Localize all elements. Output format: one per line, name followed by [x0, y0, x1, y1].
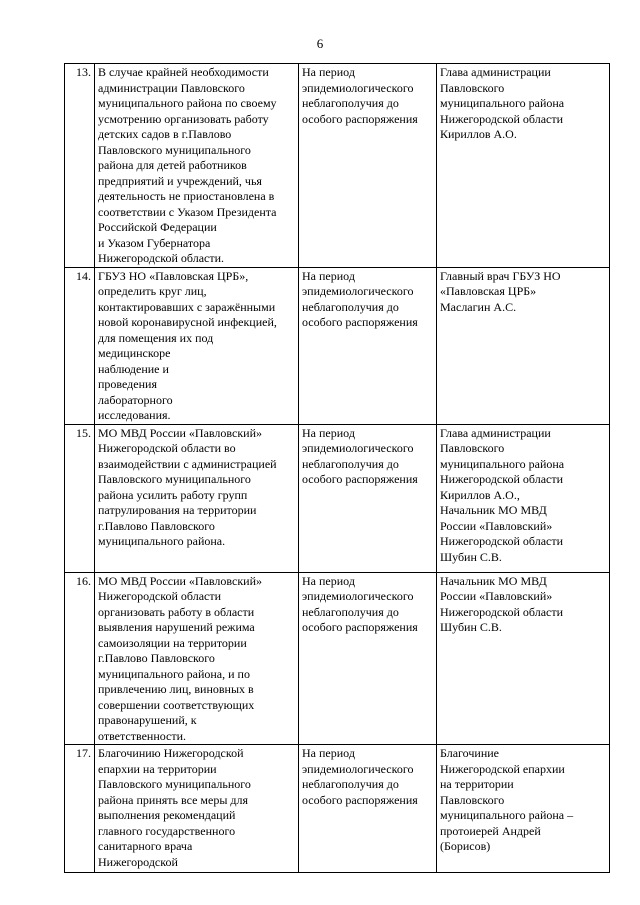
- responsible-cell-line: Павловского: [440, 792, 505, 807]
- responsible-cell: [437, 64, 610, 268]
- responsible-cell: [437, 745, 610, 873]
- period-cell-line: На период: [302, 573, 355, 588]
- table-row: [65, 572, 610, 745]
- period-cell-line: неблагополучия до: [302, 96, 399, 110]
- period-cell-line: эпидемиологического: [302, 80, 414, 95]
- task-cell-line: привлечению лиц, виновных в: [98, 682, 254, 696]
- task-cell-line: Нижегородской области во: [98, 441, 236, 455]
- row-number: 16.: [65, 572, 95, 745]
- task-cell-line: выполнения рекомендаций: [98, 808, 236, 822]
- task-cell-line: наблюдение и: [98, 361, 169, 376]
- task-cell-line: определить круг лиц,: [98, 284, 207, 298]
- task-cell-line: совершении соответствующих: [98, 697, 255, 712]
- task-cell-line: санитарного врача: [98, 839, 193, 853]
- period-cell-line: эпидемиологического: [302, 284, 414, 298]
- task-cell-line: правонарушений, к: [98, 713, 197, 727]
- task-cell-line: деятельность не приостановлена в: [98, 189, 275, 203]
- responsible-cell-line: Нижегородской области: [440, 534, 564, 548]
- period-cell: [299, 424, 437, 572]
- task-cell: [95, 572, 299, 745]
- responsible-cell: [437, 572, 610, 745]
- table-body: [65, 64, 610, 873]
- task-cell-line: района усилить работу групп: [98, 487, 248, 502]
- responsible-cell-line: Кириллов А.О.: [440, 127, 517, 141]
- responsible-cell-line: Шубин С.В.: [440, 620, 502, 634]
- task-cell-line: муниципального района, и по: [98, 666, 250, 681]
- period-cell-line: На период: [302, 268, 355, 283]
- period-cell: [299, 572, 437, 745]
- task-cell: [95, 64, 299, 268]
- page-number: 6: [316, 36, 324, 51]
- task-cell: [95, 424, 299, 572]
- period-cell-line: эпидемиологического: [302, 441, 414, 455]
- period-cell-line: особого распоряжения: [302, 111, 418, 126]
- responsible-cell-line: России «Павловский»: [440, 589, 553, 603]
- task-cell-line: ГБУЗ НО «Павловская ЦРБ»,: [98, 268, 249, 283]
- task-cell-line: г.Павлово Павловского: [98, 651, 215, 665]
- task-cell-line: главного государственного: [98, 823, 236, 838]
- period-cell-line: эпидемиологического: [302, 761, 414, 776]
- task-cell-line: Нижегородской: [98, 854, 178, 869]
- responsible-cell-line: Начальник МО МВД: [440, 503, 547, 517]
- period-cell-line: неблагополучия до: [302, 777, 399, 791]
- period-cell-line: особого распоряжения: [302, 620, 418, 634]
- task-cell-line: выявления нарушений режима: [98, 620, 255, 634]
- task-cell-line: и Указом Губернатора: [98, 235, 211, 250]
- task-cell-line: самоизоляции на территории: [98, 635, 247, 650]
- task-cell-line: медицинскоре: [98, 346, 171, 360]
- period-cell-line: На период: [302, 746, 355, 760]
- task-cell-line: проведения: [98, 377, 157, 391]
- task-cell-line: лабораторного: [98, 392, 173, 407]
- responsible-cell-line: муниципального района: [440, 456, 565, 471]
- task-cell-line: района принять все меры для: [98, 792, 248, 807]
- period-cell-line: На период: [302, 65, 355, 79]
- task-cell-line: района для детей работников: [98, 158, 247, 172]
- period-cell-line: эпидемиологического: [302, 589, 414, 603]
- task-cell-line: для помещения их под: [98, 330, 214, 345]
- task-cell-line: взаимодействии с администрацией: [98, 456, 277, 471]
- task-cell-line: детских садов в г.Павлово: [98, 127, 232, 141]
- task-cell-line: Павловского муниципального: [98, 472, 251, 486]
- responsible-cell-line: Нижегородской области: [440, 472, 564, 486]
- task-cell-line: г.Павлово Павловского: [98, 518, 215, 533]
- task-cell-line: Павловского муниципального: [98, 777, 251, 791]
- table-row: [65, 267, 610, 424]
- task-cell-line: муниципального района по своему: [98, 96, 277, 110]
- task-cell-line: Благочинию Нижегородской: [98, 746, 244, 760]
- responsible-cell-line: Глава администрации: [440, 65, 551, 79]
- row-number: 17.: [65, 745, 95, 873]
- task-cell-line: исследования.: [98, 408, 171, 422]
- responsible-cell-line: Павловского: [440, 441, 505, 455]
- responsible-cell-line: Глава администрации: [440, 425, 551, 440]
- task-cell-line: Нижегородской области: [98, 589, 222, 603]
- table-row: [65, 424, 610, 572]
- task-cell-line: В случае крайней необходимости: [98, 65, 269, 79]
- task-cell-line: администрации Павловского: [98, 80, 245, 95]
- row-number: 14.: [65, 267, 95, 424]
- period-cell-line: особого распоряжения: [302, 472, 418, 486]
- task-cell-line: контактировавших с заражёнными: [98, 299, 276, 314]
- task-cell-line: епархии на территории: [98, 761, 217, 776]
- row-number: 13.: [65, 64, 95, 268]
- period-cell-line: неблагополучия до: [302, 604, 399, 619]
- responsible-cell-line: Кириллов А.О.,: [440, 487, 520, 502]
- table-row: [65, 745, 610, 873]
- measures-table: [64, 63, 610, 873]
- responsible-cell-line: Маслагин А.С.: [440, 299, 517, 314]
- responsible-cell-line: (Борисов): [440, 839, 491, 853]
- period-cell-line: неблагополучия до: [302, 456, 399, 471]
- task-cell-line: предприятий и учреждений, чья: [98, 173, 262, 188]
- task-cell-line: Нижегородской области.: [98, 251, 225, 265]
- responsible-cell-line: муниципального района –: [440, 808, 574, 822]
- responsible-cell-line: Павловского: [440, 80, 505, 95]
- period-cell-line: На период: [302, 425, 355, 440]
- task-cell-line: новой коронавирусной инфекцией,: [98, 315, 277, 329]
- row-number: 15.: [65, 424, 95, 572]
- task-cell-line: муниципального района.: [98, 534, 226, 548]
- period-cell: [299, 64, 437, 268]
- responsible-cell-line: Главный врач ГБУЗ НО: [440, 268, 561, 283]
- table-row: [65, 64, 610, 268]
- task-cell-line: ответственности.: [98, 728, 187, 743]
- responsible-cell-line: Шубин С.В.: [440, 549, 502, 564]
- responsible-cell-line: протоиерей Андрей: [440, 823, 541, 838]
- task-cell-line: Российской Федерации: [98, 220, 217, 234]
- task-cell-line: соответствии с Указом Президента: [98, 204, 277, 219]
- responsible-cell-line: Нижегородской области: [440, 111, 564, 126]
- task-cell-line: организовать работу в области: [98, 604, 255, 619]
- responsible-cell-line: России «Павловский»: [440, 518, 553, 533]
- period-cell: [299, 267, 437, 424]
- task-cell: [95, 745, 299, 873]
- responsible-cell-line: на территории: [440, 777, 514, 791]
- task-cell-line: усмотрению организовать работу: [98, 111, 269, 126]
- task-cell: [95, 267, 299, 424]
- period-cell-line: особого распоряжения: [302, 315, 418, 329]
- responsible-cell-line: «Павловская ЦРБ»: [440, 284, 537, 298]
- responsible-cell: [437, 424, 610, 572]
- responsible-cell-line: Нижегородской области: [440, 604, 564, 619]
- task-cell-line: Павловского муниципального: [98, 142, 251, 157]
- task-cell-line: патрулирования на территории: [98, 503, 257, 517]
- responsible-cell-line: муниципального района: [440, 96, 565, 110]
- task-cell-line: МО МВД России «Павловский»: [98, 573, 262, 588]
- period-cell-line: особого распоряжения: [302, 792, 418, 807]
- responsible-cell-line: Начальник МО МВД: [440, 573, 547, 588]
- responsible-cell: [437, 267, 610, 424]
- responsible-cell-line: Благочиние: [440, 746, 499, 760]
- responsible-cell-line: Нижегородской епархии: [440, 761, 565, 776]
- period-cell: [299, 745, 437, 873]
- period-cell-line: неблагополучия до: [302, 299, 399, 314]
- task-cell-line: МО МВД России «Павловский»: [98, 425, 262, 440]
